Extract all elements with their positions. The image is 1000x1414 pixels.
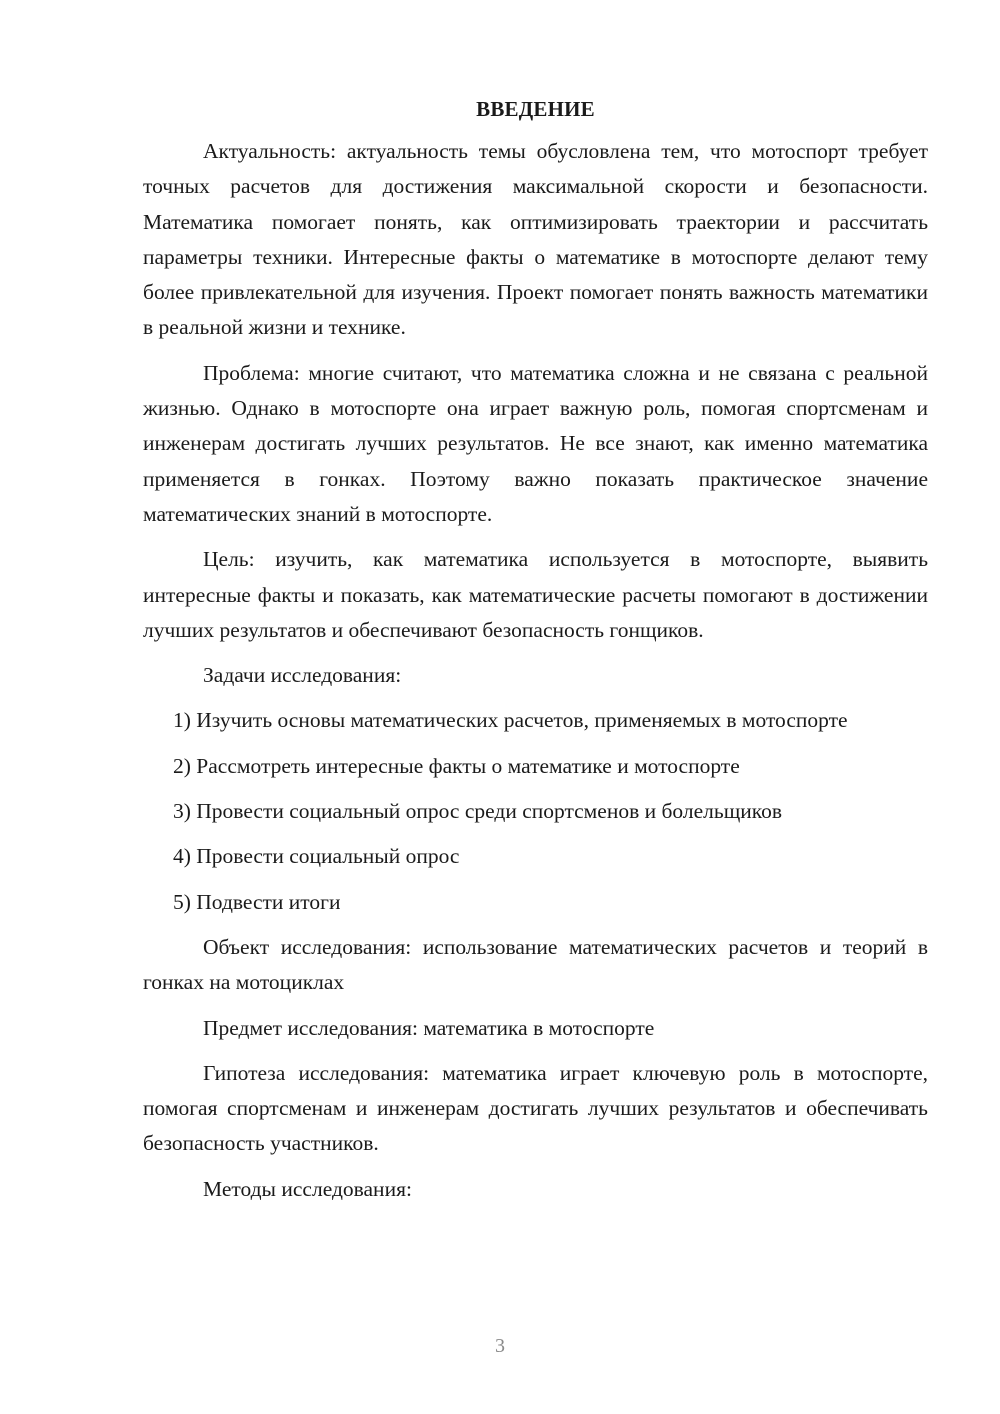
methods-heading: Методы исследования: bbox=[203, 1176, 412, 1201]
paragraph-object: Объект исследования: использование математических расчетов и теорий в гонках на мотоциклах bbox=[143, 934, 928, 995]
task-item-1: 1) Изучить основы математических расчетов, применяемых в мотоспорте bbox=[173, 708, 848, 733]
paragraph-problem: Проблема: многие считают, что математика сложна и не связана с реальной жизнью. Однако в мотоспорте она играет важную роль, помогая спортсменам и инженерам достигать лучших результатов. Не все знают, как именно математика применяется в гонках. Поэтому важно показать практическое значение математических знаний в мотоспорте. bbox=[143, 360, 928, 526]
paragraph-goal: Цель: изучить, как математика используется в мотоспорте, выявить интересные факты и показать, как математические расчеты помогают в достижении лучших результатов и обеспечивают безопасность гонщиков. bbox=[143, 547, 928, 642]
task-item-4: 4) Провести социальный опрос bbox=[173, 844, 460, 869]
page-number: 3 bbox=[495, 1335, 505, 1357]
task-item-2: 2) Рассмотреть интересные факты о математике и мотоспорте bbox=[173, 753, 740, 778]
paragraph-subject: Предмет исследования: математика в мотоспорте bbox=[203, 1015, 655, 1040]
section-title: ВВЕДЕНИЕ bbox=[476, 97, 595, 121]
task-item-5: 5) Подвести итоги bbox=[173, 889, 341, 914]
task-item-3: 3) Провести социальный опрос среди спортсменов и болельщиков bbox=[173, 799, 783, 824]
tasks-heading: Задачи исследования: bbox=[203, 663, 402, 688]
paragraph-hypothesis: Гипотеза исследования: математика играет ключевую роль в мотоспорте, помогая спортсменам и инженерам достигать лучших результатов и обеспечивать безопасность участников. bbox=[143, 1060, 928, 1156]
page-content bbox=[143, 94, 928, 1217]
paragraph-relevance: Актуальность: актуальность темы обусловлена тем, что мотоспорт требует точных расчетов для достижения максимальной скорости и безопасности. Математика помогает понять, как оптимизировать траектории и рассчитать параметры техники. Интересные факты о математике в мотоспорте делают тему более привлекательной для изучения. Проект помогает понять важность математики в реальной жизни и технике. bbox=[143, 139, 928, 340]
